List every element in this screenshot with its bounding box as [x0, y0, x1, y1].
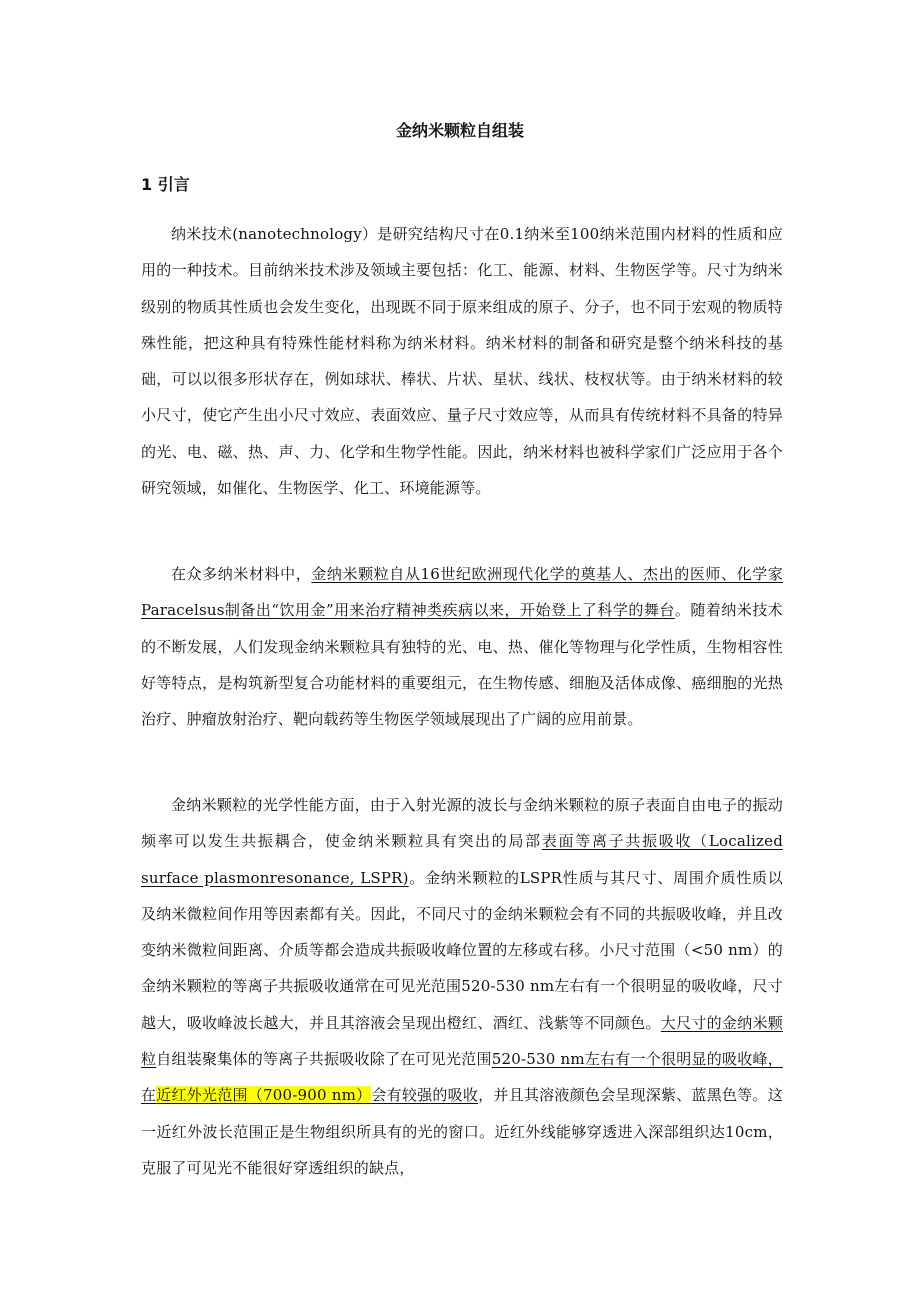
paragraph-3: [141, 787, 783, 1186]
section-heading: 1 引言: [141, 175, 190, 194]
paragraph-3-mid: 自组装聚集体的等离子共振吸收除了在可见光范围: [156, 1050, 492, 1069]
underlined-lspr-term: 表面等离子共振吸收（Localized surface plasmonresonance, LSPR): [141, 832, 783, 887]
paragraph-2-body: 。随着纳米技术的不断发展，人们发现金纳米颗粒具有独特的光、电、热、催化等物理与化学性质，生物相容性好等特点，是构筑新型复合功能材料的重要组元，在生物传感、细胞及活体成像、癌细胞的光热治疗、肿瘤放射治疗、靶向载药等生物医学领域展现出了广阔的应用前景。: [141, 601, 784, 729]
paragraph-1-text: 纳米技术(nanotechnology）是研究结构尺寸在0.1纳米至100纳米范围内材料的性质和应用的一种技术。目前纳米技术涉及领域主要包括：化工、能源、材料、生物医学等。尺寸为纳米级别的物质其性质也会发生变化，出现既不同于原来组成的原子、分子，也不同于宏观的物质特殊性能，把这种具有特殊性能材料称为纳米材料。纳米材料的制备和研究是整个纳米科技的基础，可以以很多形状存在，例如球状、棒状、片状、星状、线状、枝杈状等。由于纳米材料的较小尺寸，使它产生出小尺寸效应、表面效应、量子尺寸效应等，从而具有传统材料不具备的特异的光、电、磁、热、声、力、化学和生物学性能。因此，纳米材料也被科学家们广泛应用于各个研究领域，如催化、生物医学、化工、环境能源等。: [141, 225, 783, 498]
underlined-large-particles: 大尺寸的金纳米颗粒: [141, 1013, 783, 1069]
document-title: 金纳米颗粒自组装: [395, 121, 524, 140]
paragraph-2-intro: 在众多纳米材料中，: [171, 565, 312, 583]
highlighted-nir-range: 近红外光范围（700-900 nm）: [156, 1086, 372, 1105]
underlined-history-text: 金纳米颗粒自从16世纪欧洲现代化学的奠基人、杰出的医师、化学家Paracelsus制备出“饮用金”用来治疗精神类疾病以来，开始登上了科学的舞台: [141, 565, 783, 620]
paragraph-3-tail: ，并且其溶液颜色会呈现深紫、蓝黑色等。这一近红外波长范围正是生物组织所具有的光的窗口。近红外线能够穿透进入深部组织达10cm，克服了可见光不能很好穿透组织的缺点，: [141, 1086, 783, 1177]
underlined-peak-text: 520-530 nm左右有一个很明显的吸收峰，在: [141, 1050, 783, 1105]
paragraph-3-body: 。金纳米颗粒的LSPR性质与其尺寸、周围介质性质以及纳米微粒间作用等因素都有关。因此，不同尺寸的金纳米颗粒会有不同的共振吸收峰，并且改变纳米微粒间距离、介质等都会造成共振吸收峰位置的左移或右移。小尺寸范围（<50 nm）的金纳米颗粒的等离子共振吸收通常在可见光范围520-530 nm左右有一个很明显的吸收峰，尺寸越大，吸收峰波长越大，并且其溶液会呈现出橙红、酒红、浅紫等不同颜色。: [141, 868, 783, 1032]
paragraph-1: [141, 216, 783, 506]
underlined-strong-absorption: 会有较强的吸收: [371, 1086, 479, 1105]
paragraph-3-intro: 金纳米颗粒的光学性能方面，由于入射光源的波长与金纳米颗粒的原子表面自由电子的振动频率可以发生共振耦合，使金纳米颗粒具有突出的局部: [141, 796, 783, 851]
paragraph-2: [141, 556, 783, 737]
